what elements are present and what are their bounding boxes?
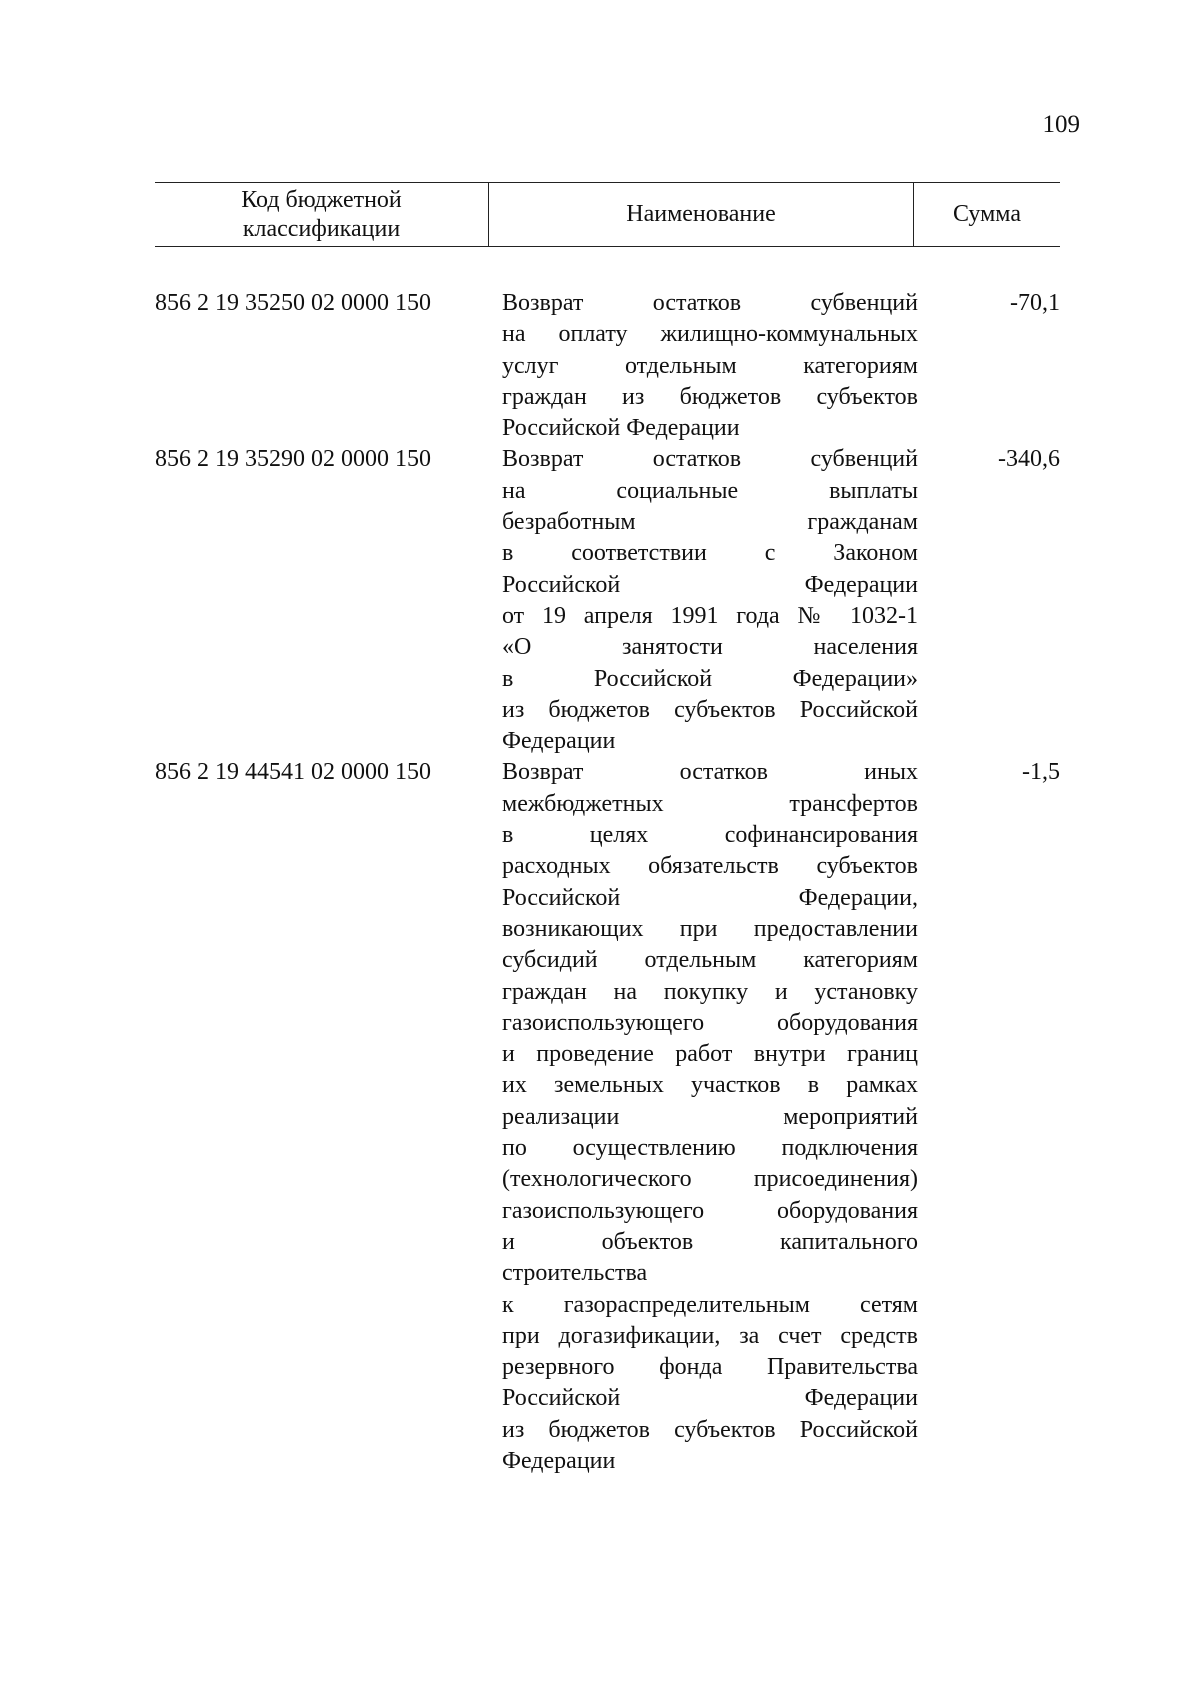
item-name-line: «О занятости населения	[502, 634, 918, 661]
item-name-line: услуг отдельным категориям	[502, 352, 918, 379]
item-name-line: в Российской Федерации»	[502, 665, 918, 692]
header-name	[488, 183, 914, 246]
item-name-line: газоиспользующего оборудования	[502, 1009, 918, 1036]
item-name-line: от 19 апреля 1991 года № 1032-1	[502, 602, 918, 629]
item-name-line: на оплату жилищно-коммунальных	[502, 321, 918, 348]
budget-code: 856 2 19 35290 02 0000 150	[155, 446, 431, 473]
item-name-line: и объектов капитального	[502, 1228, 918, 1255]
item-name	[502, 444, 918, 757]
item-name-line: Российской Федерации	[502, 415, 740, 442]
item-name-line: строительства	[502, 1260, 648, 1287]
item-name-line: расходных обязательств субъектов	[502, 853, 918, 880]
item-name	[502, 757, 918, 1477]
item-name-line: безработным гражданам	[502, 509, 918, 536]
item-name-line: (технологического присоединения)	[502, 1166, 918, 1193]
item-name-line: Возврат остатков субвенций	[502, 290, 918, 316]
item-name-line: их земельных участков в рамках	[502, 1072, 918, 1099]
page-number: 109	[1042, 111, 1080, 138]
budget-code: 856 2 19 44541 02 0000 150	[155, 759, 431, 786]
item-name-line: по осуществлению подключения	[502, 1135, 918, 1162]
item-name-line: Российской Федерации,	[502, 884, 918, 911]
item-name-line: на социальные выплаты	[502, 477, 918, 504]
header-name-label: Наименование	[626, 201, 776, 227]
item-name-line: из бюджетов субъектов Российской	[502, 1416, 918, 1443]
item-name-line: субсидий отдельным категориям	[502, 947, 918, 974]
item-name-line: Возврат остатков субвенций	[502, 446, 918, 473]
amount: -340,6	[998, 446, 1060, 473]
item-name-line: Возврат остатков иных	[502, 759, 918, 786]
amount: -1,5	[1022, 759, 1060, 786]
budget-table	[155, 182, 1060, 1477]
item-name-line: Российской Федерации	[502, 571, 918, 598]
item-name-line: межбюджетных трансфертов	[502, 790, 918, 817]
header-sum	[914, 183, 1060, 246]
table-row	[155, 288, 1060, 444]
header-code-label: Код бюджетной классификации	[241, 186, 402, 242]
item-name-line: резервного фонда Правительства	[502, 1354, 918, 1381]
item-name-line: возникающих при предоставлении	[502, 915, 918, 942]
item-name-line: Федерации	[502, 1447, 616, 1474]
item-name-line: Федерации	[502, 728, 616, 755]
item-name-line: граждан из бюджетов субъектов	[502, 383, 918, 410]
item-name-line: и проведение работ внутри границ	[502, 1041, 918, 1068]
item-name-line: в целях софинансирования	[502, 822, 918, 849]
item-name-line: газоиспользующего оборудования	[502, 1197, 918, 1224]
item-name-line: при догазификации, за счет средств	[502, 1322, 918, 1349]
amount: -70,1	[1010, 290, 1060, 316]
item-name-line: Российской Федерации	[502, 1385, 918, 1412]
header-sum-label: Сумма	[953, 201, 1021, 227]
item-name-line: из бюджетов субъектов Российской	[502, 696, 918, 723]
table-body	[155, 288, 1060, 1477]
item-name-line: в соответствии с Законом	[502, 540, 918, 567]
item-name-line: граждан на покупку и установку	[502, 978, 918, 1005]
table-header	[155, 182, 1060, 247]
item-name-line: к газораспределительным сетям	[502, 1291, 918, 1318]
budget-code: 856 2 19 35250 02 0000 150	[155, 290, 431, 316]
table-row	[155, 757, 1060, 1477]
item-name	[502, 288, 918, 444]
item-name-line: реализации мероприятий	[502, 1103, 918, 1130]
header-code	[155, 183, 488, 246]
table-row	[155, 444, 1060, 757]
